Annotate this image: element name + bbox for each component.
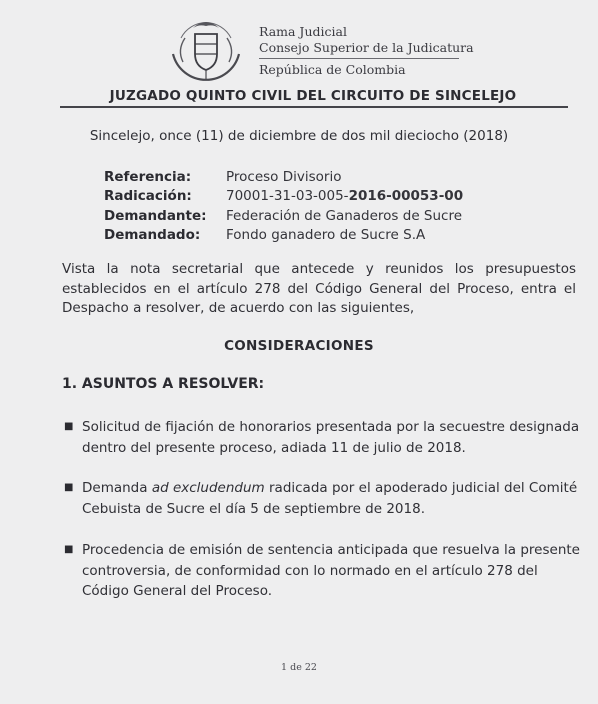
date-line: Sincelejo, once (11) de diciembre de dos mil dieciocho (2018): [89, 128, 509, 144]
institution-line-2: Consejo Superior de la Judicatura: [259, 40, 474, 55]
institution-line-1: Rama Judicial: [259, 24, 347, 39]
court-underline: [60, 106, 568, 108]
coat-of-arms-seal-icon: [163, 8, 249, 92]
demandante-key: Demandante:: [104, 207, 207, 224]
demandante-value: Federación de Ganaderos de Sucre: [226, 207, 463, 224]
reference-value: Proceso Divisorio: [226, 168, 342, 185]
demandado-row: [104, 226, 463, 246]
list-item: [64, 417, 580, 458]
radicacion-prefix: 70001-31-03-005-: [226, 188, 349, 205]
institution-divider: [259, 58, 459, 59]
list-item-text-italic: ad excludendum: [151, 480, 265, 496]
bullet-square-icon: ■: [64, 482, 74, 493]
list-item-text: Procedencia de emisión de sentencia anticipada que resuelva la presente controversia, de conformidad con lo normado en el artículo 278 del Código General del Proceso.: [82, 542, 580, 599]
institution-block: [259, 24, 474, 78]
radicacion-number: 2016-00053-00: [348, 188, 464, 205]
reference-key: Referencia:: [104, 168, 192, 185]
radicacion-key: Radicación:: [104, 188, 192, 205]
list-item-text: Solicitud de fijación de honorarios presentada por la secuestre designada dentro del presente proceso, adiada 11 de julio de 2018.: [82, 419, 580, 456]
bullet-square-icon: ■: [64, 421, 74, 432]
reference-block: [104, 167, 463, 245]
reference-row: [104, 167, 463, 187]
radicacion-value: [226, 188, 463, 204]
institution-line-3: República de Colombia: [259, 62, 406, 77]
intro-paragraph: Vista la nota secretarial que antecede y reunidos los presupuestos establecidos en el artículo 278 del Código General del Proceso, entra el Despacho a resolver, de acuerdo con las siguientes,: [62, 261, 576, 316]
section-heading: CONSIDERACIONES: [224, 338, 374, 354]
list-item-text: [82, 478, 580, 519]
list-item: [64, 478, 580, 519]
bullet-square-icon: ■: [64, 544, 74, 555]
demandado-key: Demandado:: [104, 227, 201, 244]
radicacion-row: [104, 187, 463, 207]
list-item: [64, 540, 580, 602]
demandante-row: [104, 206, 463, 226]
court-name: JUZGADO QUINTO CIVIL DEL CIRCUITO DE SINCELEJO: [109, 88, 517, 104]
list-item-text-end: radicada por el apoderado judicial del Comité Cebuista de Sucre el día 5 de septiembre de 2018.: [82, 480, 578, 517]
list-item-text-start: Demanda: [82, 480, 152, 496]
subsection-heading: 1. ASUNTOS A RESOLVER:: [62, 376, 265, 392]
demandado-value: Fondo ganadero de Sucre S.A: [226, 227, 426, 244]
page-number: 1 de 22: [281, 662, 317, 673]
